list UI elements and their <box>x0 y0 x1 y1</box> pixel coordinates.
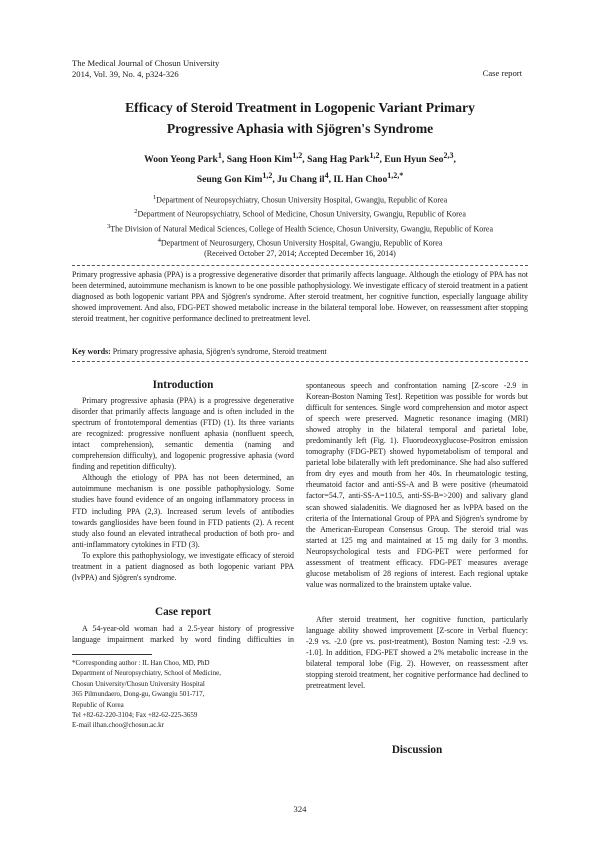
author-affil-sup: 1,2 <box>292 151 303 160</box>
author-affil-sup: 4 <box>324 171 329 181</box>
affiliation-text: Department of Neurosurgery, Chosun University Hospital, Gwangju, Republic of Korea <box>160 238 443 248</box>
affiliation-number: 4 <box>157 236 161 244</box>
author-separator: , <box>272 174 278 186</box>
affiliation-list <box>0 192 600 249</box>
case-report-heading: Case report <box>154 606 212 618</box>
affiliation-text: Department of Neuropsychiatry, Chosun University Hospital, Gwangju, Republic of Korea <box>156 195 448 205</box>
introduction-paragraph: Primary progressive aphasia (PPA) is a progressive degenerative disorder that primarily affects language and is often included in the spectrum of frontotemporal dementias (FTD) (1). Its three variants are recognized: progressive nonfluent aphasia (nonfluent speech, intact comprehension), semantic dementia (naming and comprehension difficulty), and logopenic progressive aphasia (word finding and repetition difficulty). <box>72 396 294 472</box>
author-separator: , <box>379 154 385 166</box>
author-separator: , <box>328 174 334 186</box>
author-separator: , <box>221 154 227 166</box>
author-affil-sup: 1 <box>217 151 222 160</box>
affiliation-number: 1 <box>152 194 157 201</box>
affiliation-number: 2 <box>134 208 138 216</box>
author-name: Seung Gon Kim <box>196 174 263 186</box>
page-number: 324 <box>293 804 307 814</box>
keywords-text: Primary progressive aphasia, Sjögren's syndrome, Steroid treatment <box>110 347 327 356</box>
right-column <box>306 380 528 612</box>
case-report-paragraph-start <box>72 623 294 645</box>
author-line-2 <box>0 168 600 188</box>
author-name: Sang Hoon Kim <box>226 154 293 166</box>
introduction-paragraph: Although the etiology of PPA has not been determined, an autoimmune mechanism is one possible pathophysiology. Some studies have found evidence of an ongoing inflammatory process in FTD including PPA (2,3). Increased serum levels of antibodies towards gangliosides have been found in FTD patients (2). A recent study also found an elevated intrathecal production of both pro- and anti-inflammatory cytokines in FTD (3). <box>72 473 294 549</box>
footnote-line: 365 Pilmundaero, Dong-gu, Gwangju 501-717, <box>72 690 205 699</box>
article-title <box>0 97 600 139</box>
affiliation-item <box>0 221 600 235</box>
footnote-line: Department of Neuropsychiatry, School of Medicine, <box>72 669 222 678</box>
introduction-paragraph: To explore this pathophysiology, we investigate efficacy of steroid treatment in a patient diagnosed as both logopenic variant PPA (lvPPA) and Sjögren's syndrome. <box>72 550 294 582</box>
case-report-paragraph: After steroid treatment, her cognitive function, particularly language ability showed improvement [Z-score in Verbal fluency: -2.9 vs. -2.0 (pre vs. post-treatment), Boston Naming test: -2.9 vs. -1.0]. In addition, FDG-PET showed a 2% metabolic increase in the bilateral temporal lobe (Fig. 2). However, on reassessment after stopping steroid treatment, her cognitive performance had declined to pretreatment level. <box>306 615 528 691</box>
author-affil-sup: 1,2 <box>369 151 380 160</box>
author-name: Sang Hag Park <box>307 154 370 166</box>
journal-header <box>72 58 219 80</box>
author-name: Woon Yeong Park <box>144 154 218 166</box>
title-line-2: Progressive Aphasia with Sjögren's Syndrome <box>166 121 434 136</box>
author-name: Eun Hyun Seo <box>384 154 444 166</box>
author-affil-sup: 1,2 <box>262 171 273 181</box>
footnote-separator <box>72 654 152 655</box>
affiliation-text: The Division of Natural Medical Sciences, College of Health Science, Chosun University, Gwangju, Republic of Korea <box>110 224 494 234</box>
abstract: Primary progressive aphasia (PPA) is a progressive degenerative disorder that primarily affects language. Although the etiology of PPA has not been determined, autoimmune mechanism is known to be one possible pathophysiology. We investigate efficacy of steroid treatment in a patient diagnosed as both logopenic variant PPA and Sjögren's syndrome. After steroid treatment, her cognitive function, especially language ability showed improvement. And also, FDG-PET showed metabolic increase in the bilateral temporal lobe. However, on reassessment after stopping steroid treatment, her cognitive performance declined to pretreatment level. <box>72 270 528 324</box>
footnote-line: Chosun University/Chosun University Hospital <box>72 679 205 688</box>
journal-citation: 2014, Vol. 39, No. 4, p324-326 <box>72 69 179 79</box>
footnote-line: Republic of Korea <box>72 700 124 709</box>
author-list <box>0 148 600 188</box>
left-column <box>72 380 294 583</box>
affiliation-item <box>0 206 600 220</box>
case-report-paragraph: A 54-year-old woman had a 2.5-year history of progressive language impairment marked by word finding difficulties in <box>72 624 294 645</box>
footnote-line: *Corresponding author : IL Han Choo, MD, PhD <box>72 659 210 667</box>
author-line-1 <box>0 148 600 168</box>
case-report-continuation <box>306 380 528 590</box>
author-separator: , <box>302 154 308 166</box>
affiliation-text: Department of Neuropsychiatry, School of Medicine, Chosun University, Gwangju, Republic of Korea <box>137 209 466 219</box>
corresponding-author-footnote <box>72 658 294 731</box>
journal-name: The Medical Journal of Chosun University <box>72 58 220 68</box>
keywords-label: Key words: <box>72 347 111 356</box>
affiliation-number: 3 <box>106 222 111 230</box>
author-separator: , <box>453 154 456 166</box>
introduction-heading: Introduction <box>152 379 214 391</box>
footnote-line: Tel +82-62-220-3104; Fax +82-62-225-3659 <box>72 711 198 720</box>
case-report-results <box>306 614 528 691</box>
footnote-line: E-mail ilhan.choo@chosun.ac.kr <box>72 721 164 730</box>
author-affil-sup: 1,2,* <box>387 171 404 181</box>
keywords <box>72 346 528 357</box>
author-name: IL Han Choo <box>333 174 388 186</box>
affiliation-item <box>0 235 600 249</box>
case-report-paragraph: spontaneous speech and confrontation naming [Z-score -2.9 in Korean-Boston Naming Test]. Repetition was possible for words but difficult for sentences. Single word comprehension and motor aspect of speech were preserved. Magnetic resonance imaging (MRI) showed atrophy in the bilateral temporal and parietal lobe, predominantly left (Fig. 1). Fluorodeoxyglucose-Positron emission tomography (FDG-PET) showed hypometabolism of temporal and parietal lobe bilaterally with left predominance. She had also suffered from dry eyes and mouth from her 40s. In rheumatologic testing, rheumatoid factor and anti-SS-A and B were positive (rheumatoid factor=54.7, anti-SS-A=110.5, anti-SS-B=>200) and salivary gland scan showed sialadenitis. We diagnosed her as lvPPA based on the criteria of the International Group of PPA and Sjögren's syndrome by the American-European Consensus Group. The steroid trial was started at 125 mg and maintained at 15 mg daily for 3 months. Neuropsychological tests and FDG-PET were performed for assessment of treatment efficacy. FDG-PET measures average glucose metabolism of 28 regions of interest. Each regional uptake value was normalized to the brainstem uptake value. <box>306 381 528 589</box>
abstract-top-divider <box>72 265 528 266</box>
author-name: Ju Chang il <box>277 174 325 186</box>
author-affil-sup: 2,3 <box>443 151 454 160</box>
discussion-heading: Discussion <box>391 744 443 756</box>
article-type-label: Case report <box>482 68 522 78</box>
title-line-1: Efficacy of Steroid Treatment in Logopenic Variant Primary <box>125 100 475 115</box>
abstract-bottom-divider <box>72 361 528 362</box>
received-dates: (Received October 27, 2014; Accepted December 16, 2014) <box>204 249 396 258</box>
affiliation-item <box>0 192 600 206</box>
